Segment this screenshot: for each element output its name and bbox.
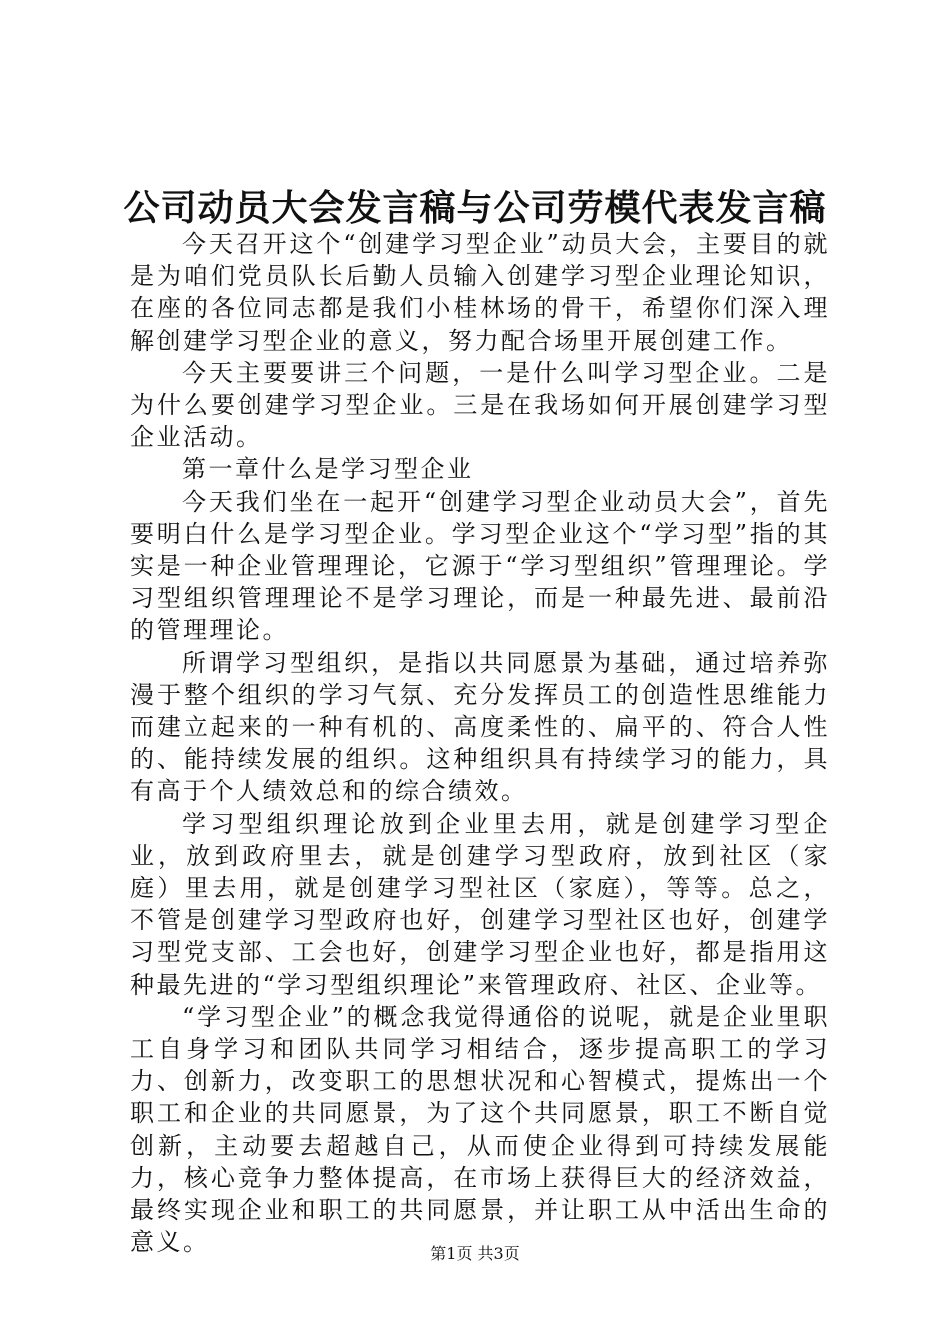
document-title: 公司动员大会发言稿与公司劳模代表发言稿 [123, 187, 827, 229]
paragraph: 今天我们坐在一起开“创建学习型企业动员大会”，首先要明白什么是学习型企业。学习型企业这个“学习型”指的其实是一种企业管理理论，它源于“学习型组织”管理理论。学习型组织管理理论不是学习理论，而是一种最先进、最前沿的管理理论。 [130, 487, 830, 645]
paragraph: “学习型企业”的概念我觉得通俗的说呢，就是企业里职工自身学习和团队共同学习相结合，逐步提高职工的学习力、创新力，改变职工的思想状况和心智模式，提炼出一个职工和企业的共同愿景，为了这个共同愿景，职工不断自觉创新，主动要去超越自己，从而使企业得到可持续发展能力，核心竞争力整体提高，在市场上获得巨大的经济效益，最终实现企业和职工的共同愿景，并让职工从中活出生命的意义。 [130, 1002, 830, 1257]
document-body [130, 228, 830, 1259]
paragraph: 今天召开这个“创建学习型企业”动员大会，主要目的就是为咱们党员队长后勤人员输入创建学习型企业理论知识，在座的各位同志都是我们小桂林场的骨干，希望你们深入理解创建学习型企业的意义，努力配合场里开展创建工作。 [130, 230, 830, 355]
paragraph: 所谓学习型组织，是指以共同愿景为基础，通过培养弥漫于整个组织的学习气氛、充分发挥员工的创造性思维能力而建立起来的一种有机的、高度柔性的、扁平的、符合人性的、能持续发展的组织。这种组织具有持续学习的能力，具有高于个人绩效总和的综合绩效。 [130, 648, 830, 806]
paragraph: 今天主要要讲三个问题，一是什么叫学习型企业。二是为什么要创建学习型企业。三是在我场如何开展创建学习型企业活动。 [130, 358, 830, 452]
page-number-footer: 第1页 共3页 [430, 1244, 520, 1263]
chapter-heading: 第一章什么是学习型企业 [182, 455, 474, 484]
paragraph: 学习型组织理论放到企业里去用，就是创建学习型企业，放到政府里去，就是创建学习型政府，放到社区（家庭）里去用，就是创建学习型社区（家庭），等等。总之，不管是创建学习型政府也好，创建学习型社区也好，创建学习型党支部、工会也好，创建学习型企业也好，都是指用这种最先进的“学习型组织理论”来管理政府、社区、企业等。 [130, 809, 830, 999]
